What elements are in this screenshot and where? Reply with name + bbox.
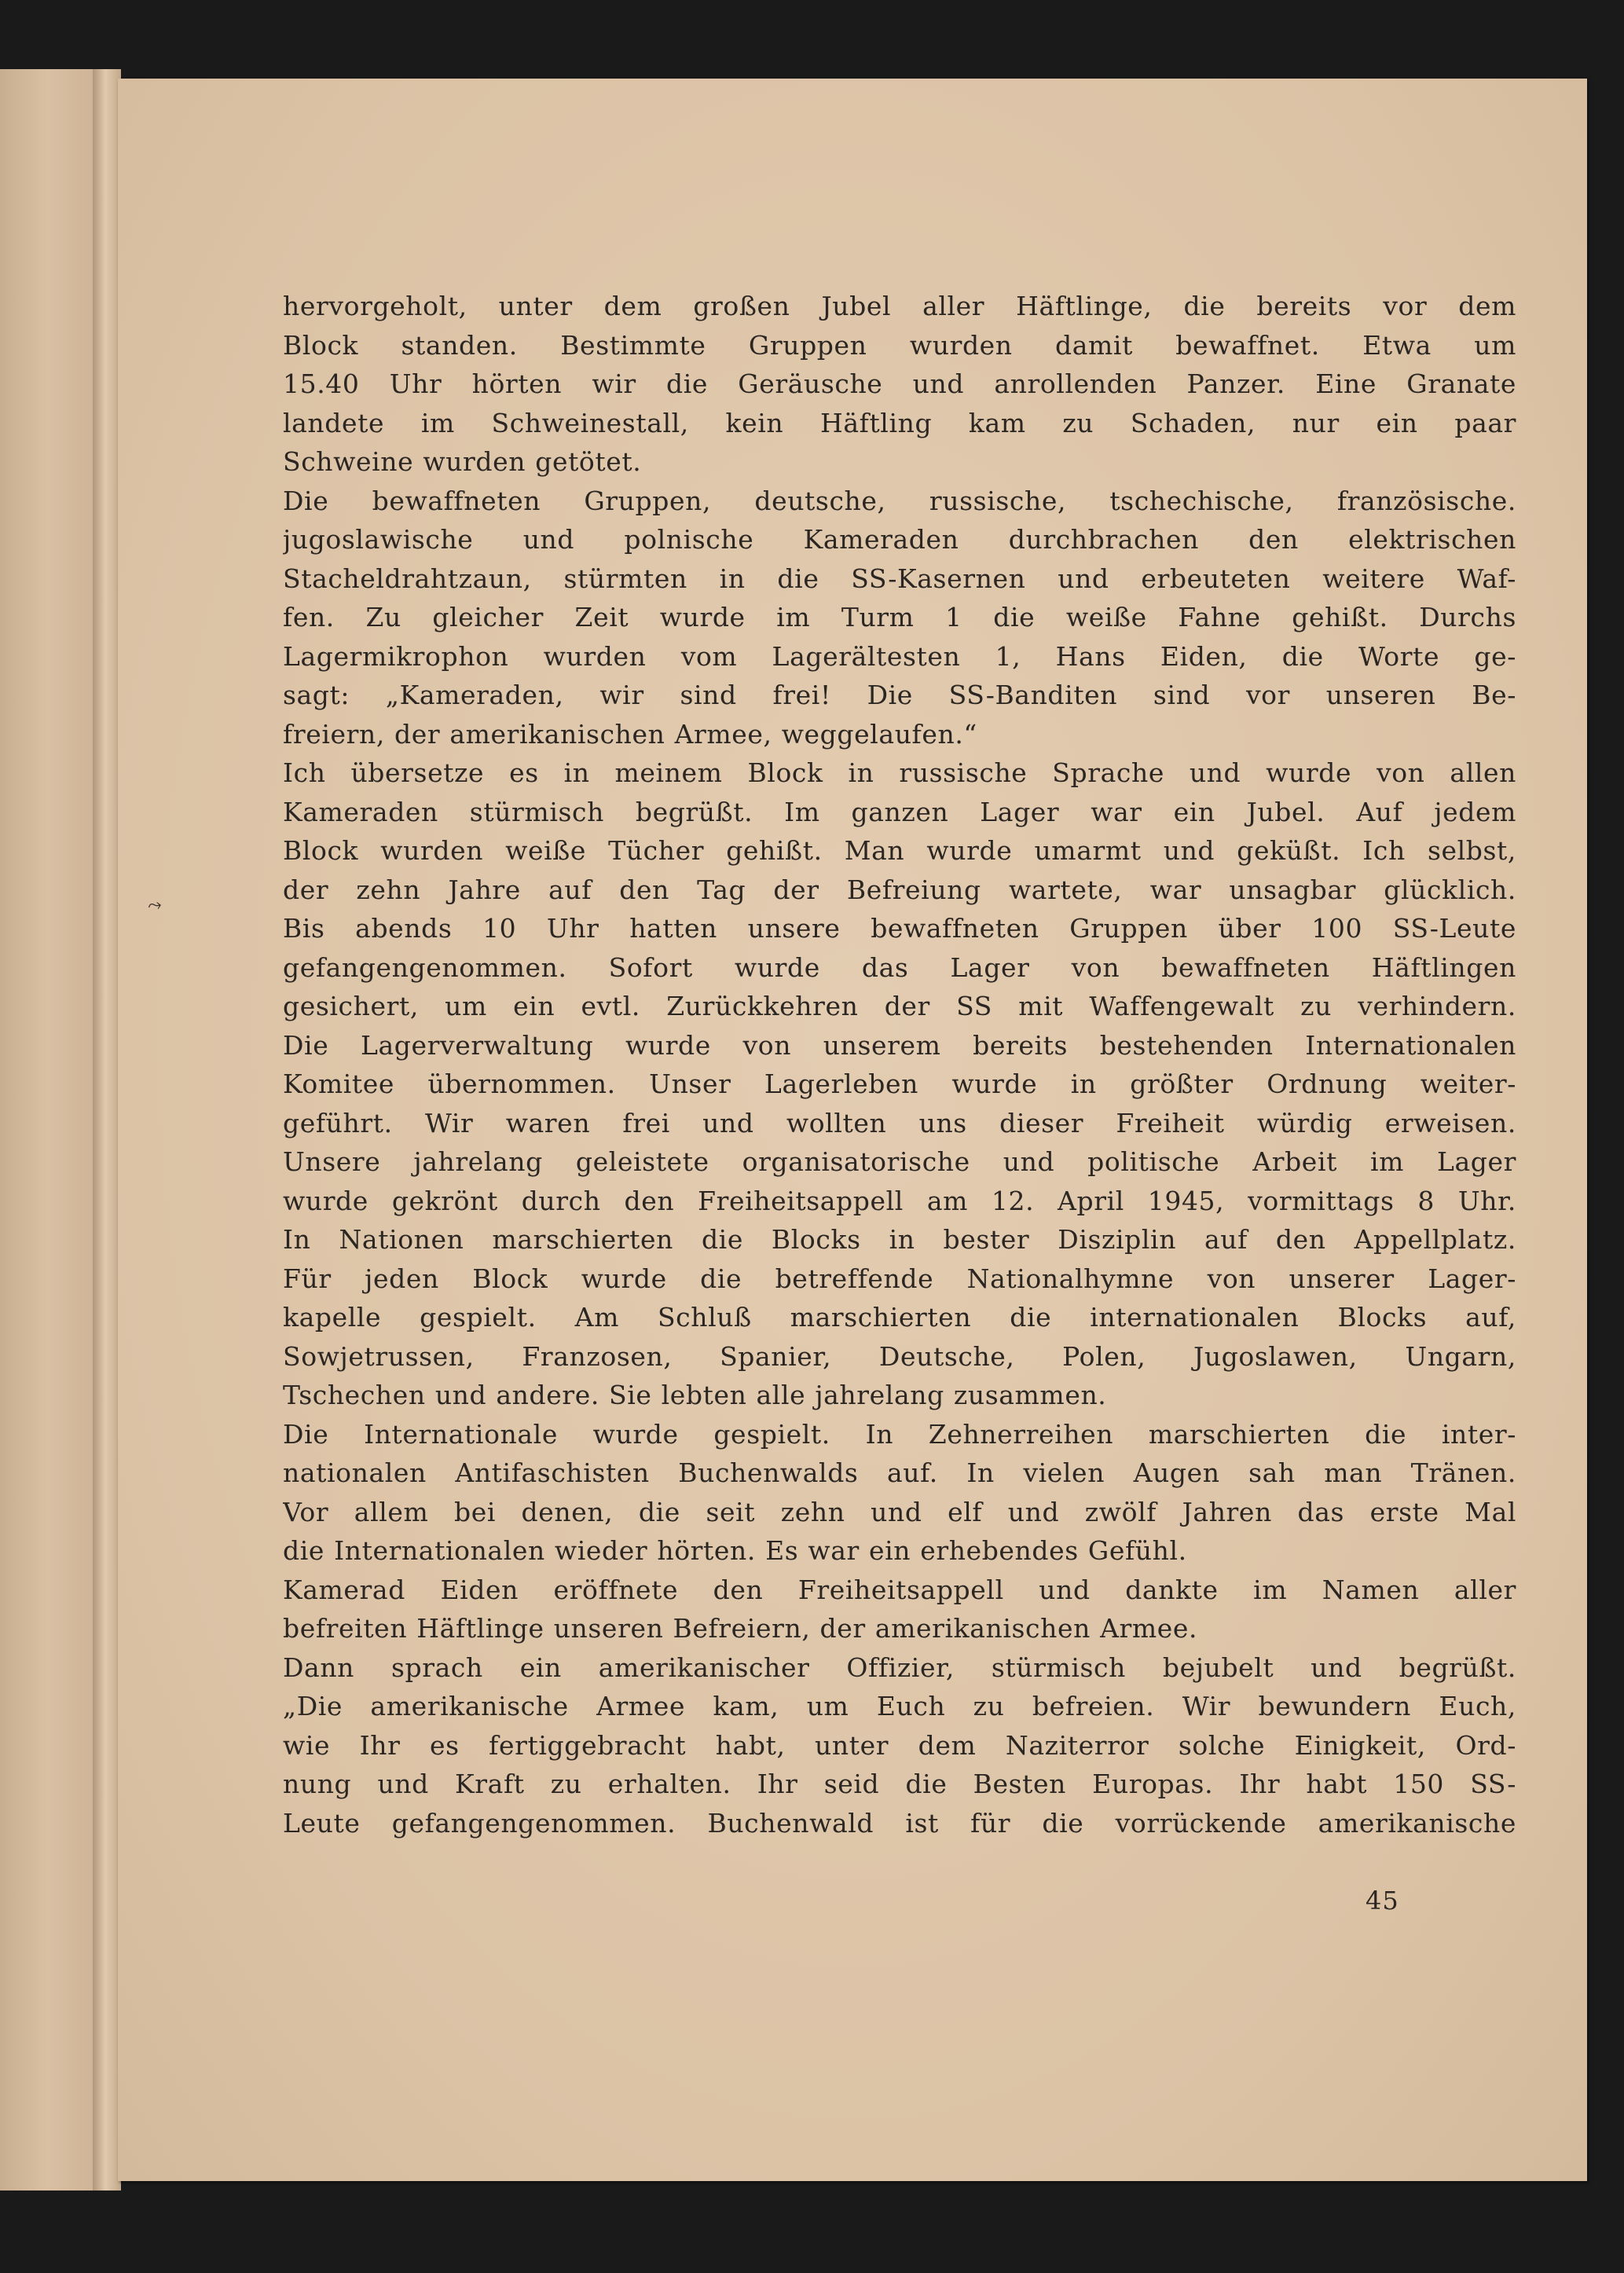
body-text (283, 287, 1516, 1842)
text-line: Tschechen und andere. Sie lebten alle jahrelang zusammen. (283, 1380, 1107, 1410)
text-line: Kameraden stürmisch begrüßt. Im ganzen Lager war ein Jubel. Auf jedem (283, 796, 1516, 827)
text-line: Lagermikrophon wurden vom Lagerältesten 1, Hans Eiden, die Worte ge- (283, 640, 1516, 672)
text-line: freiern, der amerikanischen Armee, weggelaufen.“ (283, 718, 977, 750)
text-line: Die Internationale wurde gespielt. In Zehnerreihen marschierten die inter- (283, 1418, 1516, 1450)
text-line: Unsere jahrelang geleistete organisatorische und politische Arbeit im Lager (283, 1146, 1516, 1177)
text-line: befreiten Häftlinge unseren Befreiern, der amerikanischen Armee. (283, 1613, 1198, 1644)
margin-pencil-mark: ⤳ (145, 894, 163, 917)
text-line: In Nationen marschierten die Blocks in bester Disziplin auf den Appellplatz. (283, 1224, 1516, 1255)
text-line: geführt. Wir waren frei und wollten uns dieser Freiheit würdig erweisen. (283, 1107, 1516, 1138)
text-line: kapelle gespielt. Am Schluß marschierten die internationalen Blocks auf, (283, 1302, 1516, 1333)
text-line: die Internationalen wieder hörten. Es war ein erhebendes Gefühl. (283, 1535, 1187, 1566)
text-line: Kamerad Eiden eröffnete den Freiheitsappell und dankte im Namen aller (283, 1574, 1516, 1605)
text-line: gefangengenommen. Sofort wurde das Lager von bewaffneten Häftlingen (283, 951, 1516, 983)
text-line: landete im Schweinestall, kein Häftling kam zu Schaden, nur ein paar (283, 407, 1516, 438)
page-number: 45 (1366, 1886, 1399, 1916)
text-line: gesichert, um ein evtl. Zurückkehren der SS mit Waffengewalt zu verhindern. (283, 991, 1516, 1021)
text-line: Die Lagerverwaltung wurde von unserem bereits bestehenden Internationalen (283, 1029, 1516, 1061)
text-line: der zehn Jahre auf den Tag der Befreiung wartete, war unsagbar glücklich. (283, 874, 1516, 905)
text-line: Block standen. Bestimmte Gruppen wurden damit bewaffnet. Etwa um (283, 329, 1516, 361)
text-line: nung und Kraft zu erhalten. Ihr seid die Besten Europas. Ihr habt 150 SS- (283, 1769, 1516, 1799)
text-line: Komitee übernommen. Unser Lagerleben wurde in größter Ordnung weiter- (283, 1069, 1516, 1099)
text-line: „Die amerikanische Armee kam, um Euch zu befreien. Wir bewundern Euch, (283, 1691, 1516, 1721)
text-line: sagt: „Kameraden, wir sind frei! Die SS-Banditen sind vor unseren Be- (283, 680, 1516, 710)
text-line: fen. Zu gleicher Zeit wurde im Turm 1 die weiße Fahne gehißt. Durchs (283, 602, 1516, 632)
text-line: Vor allem bei denen, die seit zehn und elf und zwölf Jahren das erste Mal (283, 1496, 1516, 1527)
text-line: Stacheldrahtzaun, stürmten in die SS-Kasernen und erbeuteten weitere Waf- (283, 563, 1516, 594)
text-line: Die bewaffneten Gruppen, deutsche, russische, tschechische, französische. (283, 485, 1516, 516)
text-line: wie Ihr es fertiggebracht habt, unter dem Naziterror solche Einigkeit, Ord- (283, 1729, 1516, 1761)
book-page (118, 79, 1587, 2181)
text-line: jugoslawische und polnische Kameraden durchbrachen den elektrischen (283, 524, 1516, 555)
text-line: hervorgeholt, unter dem großen Jubel aller Häftlinge, die bereits vor dem (283, 291, 1516, 321)
text-line: nationalen Antifaschisten Buchenwalds auf. In vielen Augen sah man Tränen. (283, 1457, 1516, 1488)
text-line: wurde gekrönt durch den Freiheitsappell am 12. April 1945, vormittags 8 Uhr. (283, 1185, 1516, 1216)
text-line: Dann sprach ein amerikanischer Offizier, stürmisch bejubelt und begrüßt. (283, 1652, 1516, 1683)
text-line: Block wurden weiße Tücher gehißt. Man wurde umarmt und geküßt. Ich selbst, (283, 835, 1516, 866)
text-line: Leute gefangengenommen. Buchenwald ist für die vorrückende amerikanische (283, 1807, 1516, 1839)
book-gutter (93, 69, 121, 2191)
text-line: Bis abends 10 Uhr hatten unsere bewaffneten Gruppen über 100 SS-Leute (283, 913, 1516, 944)
text-line: Schweine wurden getötet. (283, 446, 642, 477)
text-line: Ich übersetze es in meinem Block in russische Sprache und wurde von allen (283, 757, 1516, 788)
text-line: Sowjetrussen, Franzosen, Spanier, Deutsche, Polen, Jugoslawen, Ungarn, (283, 1340, 1516, 1372)
text-line: Für jeden Block wurde die betreffende Nationalhymne von unserer Lager- (283, 1263, 1516, 1294)
text-line: 15.40 Uhr hörten wir die Geräusche und anrollenden Panzer. Eine Granate (283, 368, 1516, 399)
